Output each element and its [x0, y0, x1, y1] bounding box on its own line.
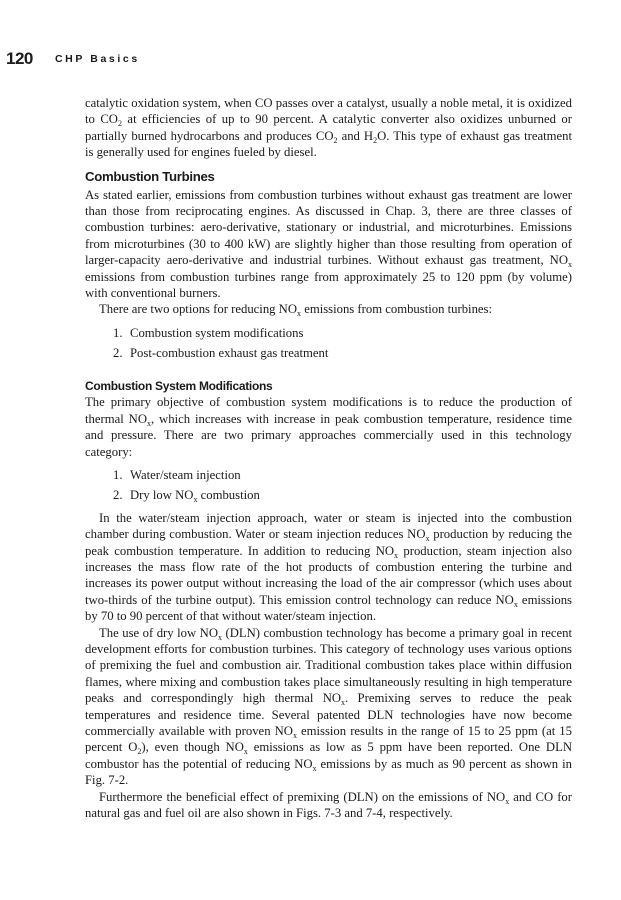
list-item: 2. Dry low $NO_x$ combustion — [113, 488, 260, 505]
water-steam-injection-paragraph: In the water/steam injection approach, water or steam is injected into the combustion chamber during combustion. Water or steam injection reduces $NO_x$ production by reducing the peak combustion temperature. In addition to reducing $NO_x$ production, steam injection also increases the mass flow rate of the hot products of combustion entering the turbine and increases its power output without increasing the load of the air compressor (which uses about two-thirds of the turbine output). This emission control technology can reduce $NO_x$ emissions by 70 to 90 percent of that without water/steam injection. — [85, 510, 572, 624]
list-item: 1. Water/steam injection — [113, 468, 241, 483]
book-title: CHP Basics — [55, 53, 140, 65]
intro-paragraph: catalytic oxidation system, when CO passes over a catalyst, usually a noble metal, it is oxidized to $CO_2$ at efficiencies of up to 90 percent. A catalytic converter also oxidizes unburned or partially burned hydrocarbons and produces $CO_2$ and $H_2O$. This type of exhaust gas treatment is generally used for engines fueled by diesel. — [85, 96, 573, 160]
dln-paragraph: The use of dry low $NO_x$ (DLN) combustion technology has become a primary goal in recent development efforts for combustion turbines. This category of technology uses various options of premixing the fuel and combustion air. Traditional combustion takes place within diffusion flames, where mixing and combustion takes place simultaneously resulting in high temperature peaks and correspondingly high thermal $NO_x$. Premixing serves to reduce the peak temperatures and residence time. Several patented DLN technologies have now become commercially available with proven $NO_x$ emission results in the range of 15 to 25 ppm (at 15 percent $O_2$), even though $NO_x$ emissions as low as 5 ppm have been reported. One DLN combustor has the potential of reducing $NO_x$ emissions by as much as 90 percent as shown in Fig. 7-2. — [85, 625, 573, 788]
turbines-paragraph-1: As stated earlier, emissions from combustion turbines without exhaust gas treatment are lower than those from reciprocating engines. As discussed in Chap. 3, there are three classes of combustion turbines: aero-derivative, stationary or industrial, and microturbines. Emissions from microturbines (30 to 400 kW) are slightly higher than those resulting from operation of larger-capacity aero-derivative and industrial turbines. Without exhaust gas treatment, $NO_x$ emissions from combustion turbines range from approximately 25 to 120 ppm (by volume) with conventional burners. — [85, 187, 572, 301]
list-item: 2. Post-combustion exhaust gas treatment — [113, 346, 329, 361]
approaches-list — [85, 467, 572, 504]
nox-reduction-options-list — [85, 325, 572, 362]
section-heading-combustion-turbines: Combustion Turbines — [85, 168, 215, 184]
subsection-heading-combustion-system-modifications: Combustion System Modifications — [85, 379, 273, 394]
premixing-paragraph: Furthermore the beneficial effect of premixing (DLN) on the emissions of $NO_x$ and CO for natural gas and fuel oil are also shown in Figs. 7-3 and 7-4, respectively. — [85, 789, 572, 821]
modifications-paragraph-1: The primary objective of combustion system modifications is to reduce the production of thermal $NO_x$, which increases with increase in peak combustion temperature, residence time and pressure. There are two primary approaches commercially used in this technology category: — [85, 395, 573, 459]
page-number: 120 — [6, 49, 33, 68]
list-item: 1. Combustion system modifications — [113, 325, 304, 340]
turbines-paragraph-2: There are two options for reducing $NO_x$ emissions from combustion turbines: — [99, 302, 493, 319]
page-body — [85, 95, 572, 821]
